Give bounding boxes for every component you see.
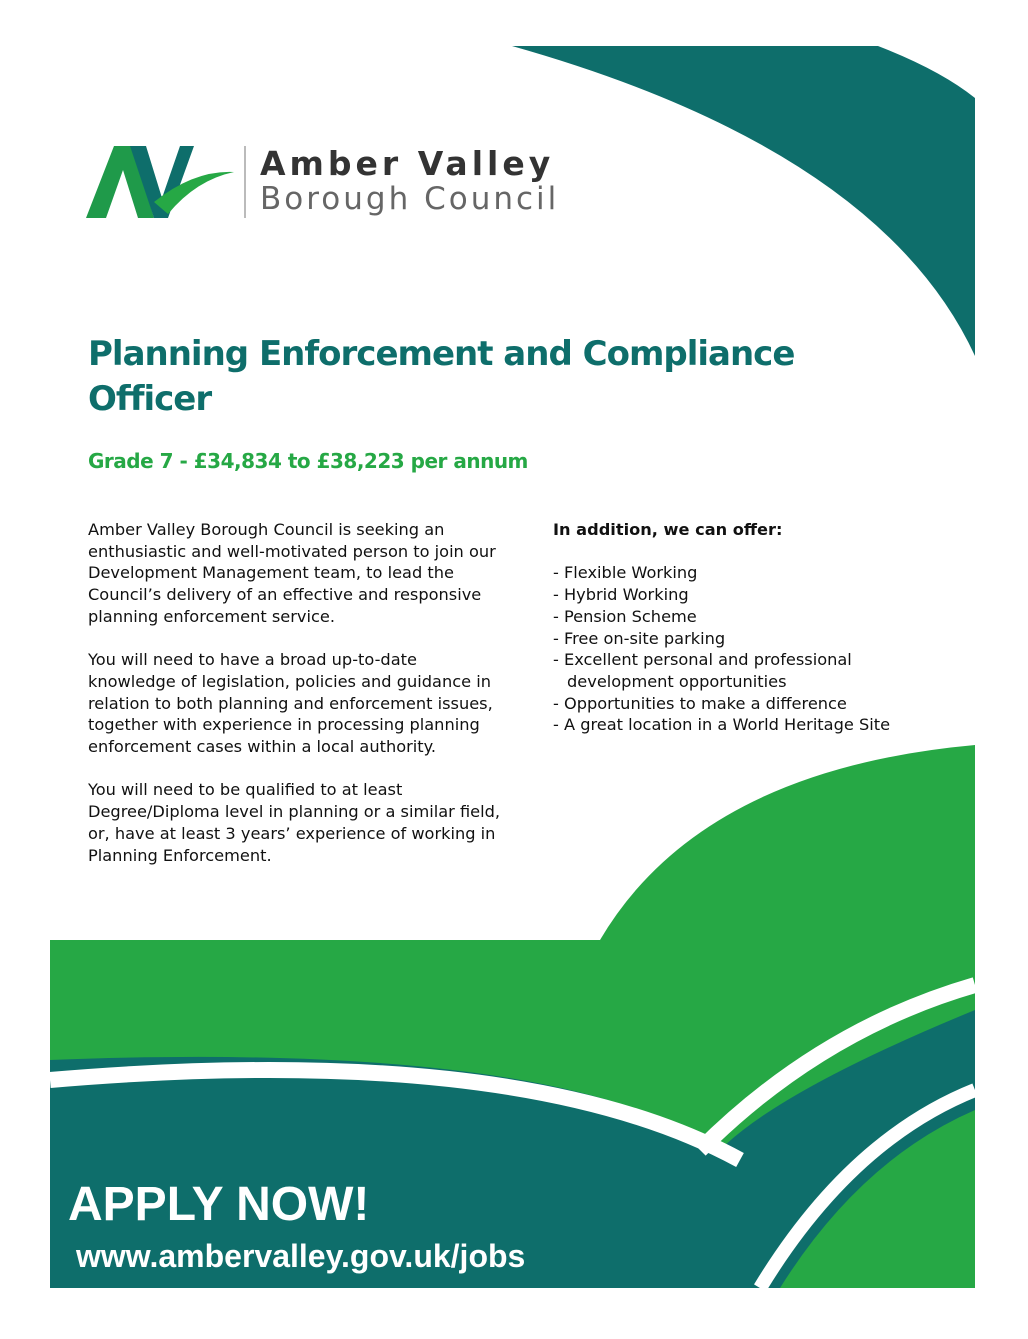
mid-green-swoosh (600, 745, 975, 940)
offer-item: - Pension Scheme (553, 606, 697, 626)
av-logo-mark-icon (84, 140, 234, 226)
offer-item: - Flexible Working (553, 563, 698, 583)
logo-name: Amber Valley (260, 144, 555, 183)
description-paragraph: You will need to have a broad up-to-date knowledge of legislation, policies and guidance in relation to both planning and enforcement issues, together with experience in processing planning enforcement cases within a local authority. (88, 650, 493, 757)
offer-list (553, 562, 953, 736)
council-logo (84, 140, 574, 226)
top-teal-swoosh (512, 46, 975, 356)
logo-divider (244, 146, 246, 218)
offer-heading: In addition, we can offer: (553, 520, 783, 539)
logo-subname: Borough Council (260, 181, 560, 217)
job-title: Planning Enforcement and Compliance Officer (88, 334, 795, 419)
description-paragraph: Amber Valley Borough Council is seeking an enthusiastic and well-motivated person to join our Development Management team, to lead the Council’s delivery of an effective and responsive planning enforcement service. (88, 520, 496, 626)
description-paragraph: You will need to be qualified to at least Degree/Diploma level in planning or a similar field, or, have at least 3 years’ experience of working in Planning Enforcement. (88, 780, 501, 865)
offer-section (553, 519, 953, 736)
apply-now-heading: APPLY NOW! (68, 1178, 370, 1231)
offer-item: - Hybrid Working (553, 585, 689, 605)
jobs-url-link[interactable]: www.ambervalley.gov.uk/jobs (76, 1238, 526, 1274)
offer-item: - Free on-site parking (553, 628, 726, 648)
offer-item: - Opportunities to make a difference (553, 693, 847, 713)
job-grade: Grade 7 - £34,834 to £38,223 per annum (88, 449, 528, 473)
offer-item: - Excellent personal and professional development opportunities (553, 650, 852, 691)
job-description (88, 519, 508, 888)
offer-item: - A great location in a World Heritage Site (553, 715, 891, 735)
